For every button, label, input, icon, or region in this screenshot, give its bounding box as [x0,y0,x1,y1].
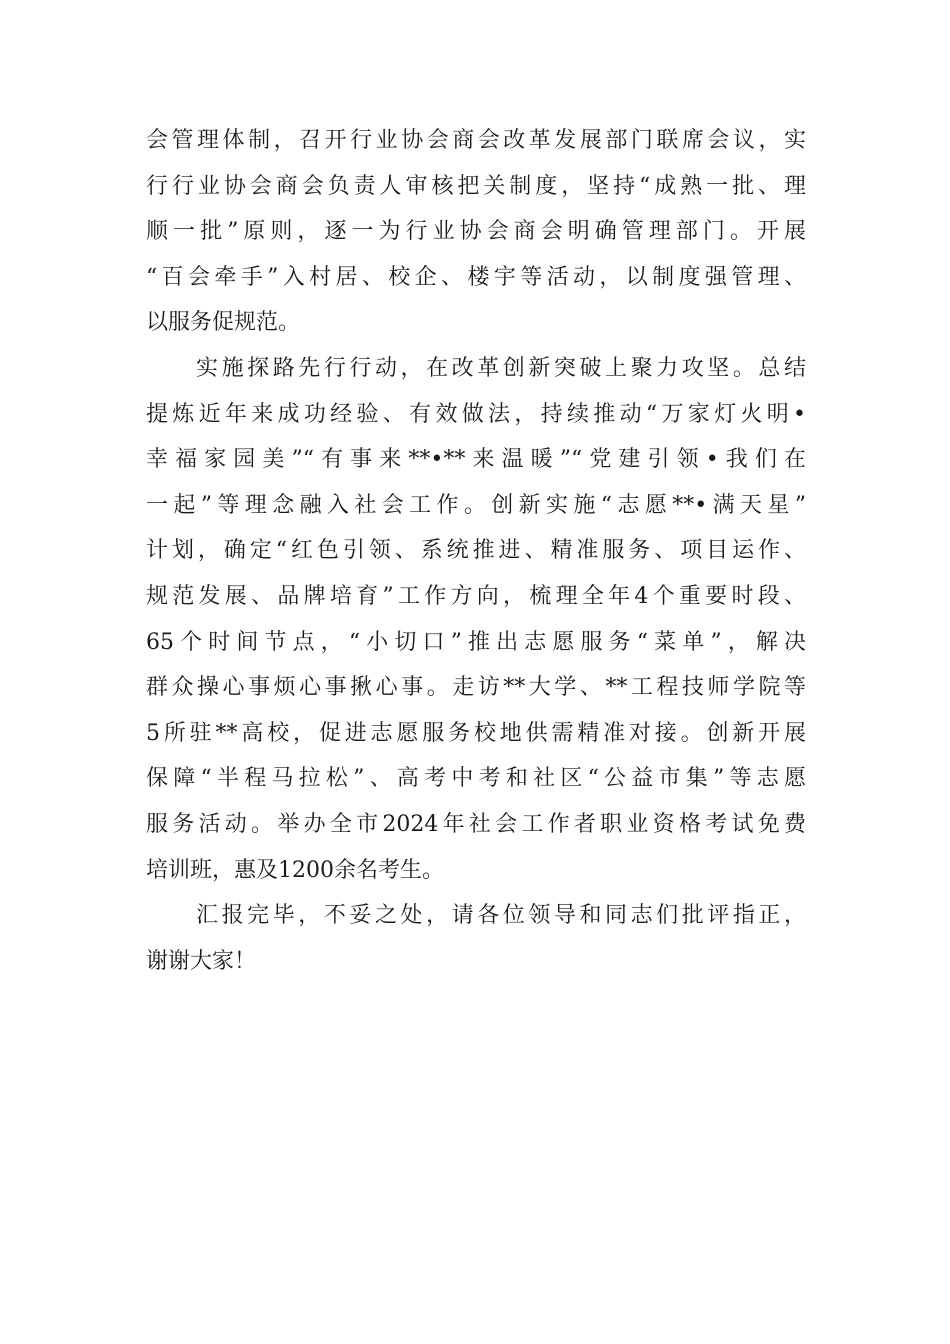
text-line: 计划，确定“红色引领、系统推进、精准服务、项目运作、 [146,538,806,564]
text-line: 谢谢大家！ [146,948,257,974]
text-line: 规范发展、品牌培育”工作方向，梳理全年4个重要时段、 [146,583,806,609]
text-line: 65个时间节点，“小切口”推出志愿服务“菜单”，解决 [146,629,806,655]
text-line: 会管理体制，召开行业协会商会改革发展部门联席会议，实 [146,128,806,153]
text-line: 一起”等理念融入社会工作。创新实施“志愿**•满天星” [146,492,806,518]
text-line: 5所驻**高校，促进志愿服务校地供需精准对接。创新开展 [146,720,806,746]
text-line: 群众操心事烦心事揪心事。走访**大学、**工程技师学院等 [146,675,806,701]
text-line: 保障“半程马拉松”、高考中考和社区“公益市集”等志愿 [146,766,806,792]
text-line: “百会牵手”入村居、校企、楼宇等活动，以制度强管理、 [146,264,806,290]
paragraph-closing [146,893,806,984]
text-line: 实施探路先行行动，在改革创新突破上聚力攻坚。总结 [196,355,806,381]
text-line: 提炼近年来成功经验、有效做法，持续推动“万家灯火明• [146,401,806,427]
paragraph-industry-associations [146,118,806,346]
document-body [146,118,806,984]
text-line: 服务活动。举办全市2024年社会工作者职业资格考试免费 [146,811,806,837]
text-line: 幸福家园美”“有事来**•**来温暖”“党建引领•我们在 [146,447,806,473]
paragraph-reform-innovation [146,346,806,893]
text-line: 培训班，惠及1200余名考生。 [146,857,444,883]
text-line: 汇报完毕，不妥之处，请各位领导和同志们批评指正， [196,903,806,929]
text-line: 行行业协会商会负责人审核把关制度，坚持“成熟一批、理 [146,173,806,199]
text-line: 以服务促规范。 [146,310,301,336]
text-line: 顺一批”原则，逐一为行业协会商会明确管理部门。开展 [146,219,806,245]
